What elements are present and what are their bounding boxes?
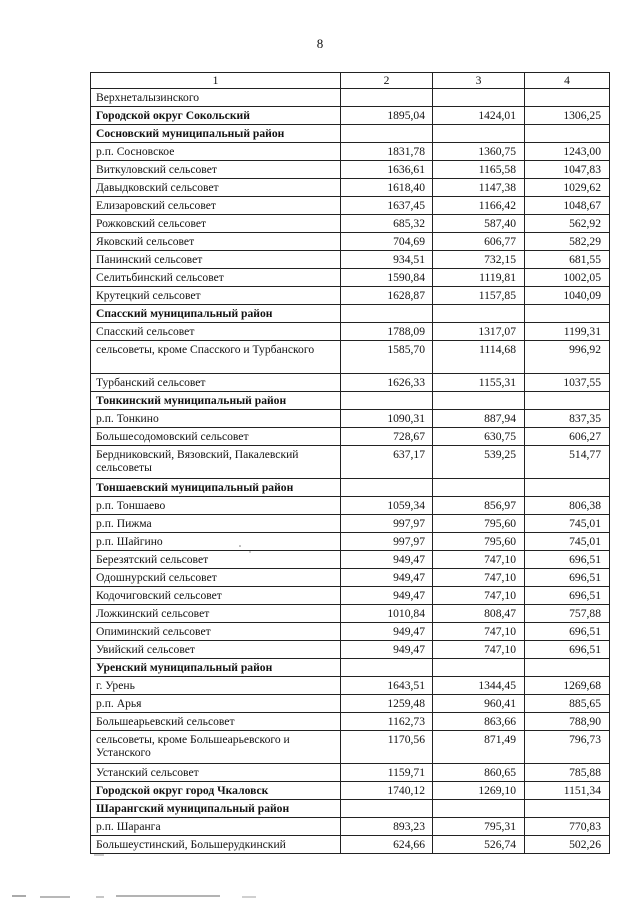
value-col3-cell: 1166,42 [433,197,525,215]
name-cell: Городской округ город Чкаловск [91,782,341,800]
table-section-row [91,107,610,125]
value-col2-cell: 949,47 [341,569,433,587]
value-col2-cell [341,89,433,107]
value-col3-cell: 795,60 [433,515,525,533]
table-row [91,161,610,179]
page-number: 8 [316,36,324,51]
table-row [91,551,610,569]
value-col4-cell: 745,01 [525,533,610,551]
value-col3-cell: 747,10 [433,569,525,587]
table-row [91,197,610,215]
value-col3-cell: 860,65 [433,764,525,782]
table-section-row [91,305,610,323]
table-row [91,818,610,836]
value-col4-cell: 1037,55 [525,374,610,392]
table-row [91,515,610,533]
value-col4-cell: 696,51 [525,587,610,605]
table-row [91,677,610,695]
value-col2-cell: 997,97 [341,515,433,533]
value-col3-cell [433,305,525,323]
value-col2-cell [341,659,433,677]
value-col4-cell [525,800,610,818]
value-col3-cell: 630,75 [433,428,525,446]
value-col2-cell [341,305,433,323]
name-cell: Березятский сельсовет [91,551,341,569]
table-row [91,251,610,269]
value-col3-cell: 1424,01 [433,107,525,125]
value-col2-cell: 1259,48 [341,695,433,713]
value-col4-cell: 582,29 [525,233,610,251]
name-cell: Спасский сельсовет [91,323,341,341]
value-col4-cell [525,305,610,323]
value-col3-cell: 887,94 [433,410,525,428]
value-col4-cell: 696,51 [525,569,610,587]
table-row [91,605,610,623]
value-col4-cell: 1306,25 [525,107,610,125]
value-col2-cell: 1643,51 [341,677,433,695]
value-col4-cell: 788,90 [525,713,610,731]
name-cell: Турбанский сельсовет [91,374,341,392]
value-col4-cell: 681,55 [525,251,610,269]
column-header-3: 3 [433,73,525,89]
name-cell: Тонкинский муниципальный район [91,392,341,410]
value-col3-cell: 539,25 [433,446,525,479]
value-col4-cell: 1002,05 [525,269,610,287]
table-row [91,143,610,161]
value-col3-cell: 747,10 [433,641,525,659]
table-row [91,569,610,587]
name-cell: Одошнурский сельсовет [91,569,341,587]
value-col2-cell: 1059,34 [341,497,433,515]
value-col4-cell: 1243,00 [525,143,610,161]
value-col3-cell: 795,60 [433,533,525,551]
value-col2-cell: 934,51 [341,251,433,269]
table-row [91,695,610,713]
value-col2-cell: 1010,84 [341,605,433,623]
value-col2-cell: 1159,71 [341,764,433,782]
value-col4-cell [525,479,610,497]
value-col2-cell: 1637,45 [341,197,433,215]
name-cell: Уренский муниципальный район [91,659,341,677]
value-col4-cell: 745,01 [525,515,610,533]
name-cell: Сосновский муниципальный район [91,125,341,143]
table-row [91,623,610,641]
table-row [91,410,610,428]
table-row [91,89,610,107]
name-cell: р.п. Шаранга [91,818,341,836]
name-cell: р.п. Сосновское [91,143,341,161]
value-col2-cell: 1590,84 [341,269,433,287]
table-row [91,428,610,446]
value-col4-cell: 757,88 [525,605,610,623]
name-cell: Селитьбинский сельсовет [91,269,341,287]
table-row [91,341,610,374]
value-col2-cell: 1628,87 [341,287,433,305]
value-col2-cell: 728,67 [341,428,433,446]
name-cell: Спасский муниципальный район [91,305,341,323]
value-col2-cell: 997,97 [341,533,433,551]
name-cell: Городской округ Сокольский [91,107,341,125]
name-cell: Яковский сельсовет [91,233,341,251]
value-col2-cell [341,125,433,143]
value-col2-cell: 1170,56 [341,731,433,764]
value-col2-cell: 685,32 [341,215,433,233]
tariff-table [90,72,610,854]
value-col3-cell: 526,74 [433,836,525,854]
table-row [91,215,610,233]
value-col4-cell [525,392,610,410]
name-cell: Большесодомовский сельсовет [91,428,341,446]
value-col3-cell: 1317,07 [433,323,525,341]
value-col4-cell: 837,35 [525,410,610,428]
value-col3-cell [433,392,525,410]
name-cell: сельсоветы, кроме Большеарьевского и Устанского [91,731,341,764]
value-col4-cell: 562,92 [525,215,610,233]
value-col4-cell: 796,73 [525,731,610,764]
value-col4-cell: 1048,67 [525,197,610,215]
value-col4-cell: 514,77 [525,446,610,479]
value-col4-cell: 1029,62 [525,179,610,197]
value-col2-cell: 1090,31 [341,410,433,428]
value-col4-cell: 806,38 [525,497,610,515]
value-col4-cell: 696,51 [525,551,610,569]
column-header-2: 2 [341,73,433,89]
value-col2-cell: 1618,40 [341,179,433,197]
table-row [91,641,610,659]
column-header-4: 4 [525,73,610,89]
table-row [91,836,610,854]
table-section-row [91,125,610,143]
table-row [91,497,610,515]
name-cell: Устанский сельсовет [91,764,341,782]
table-section-row [91,659,610,677]
table-row [91,269,610,287]
table-section-row [91,782,610,800]
value-col3-cell: 1147,38 [433,179,525,197]
name-cell: сельсоветы, кроме Спасского и Турбанского [91,341,341,374]
value-col2-cell [341,479,433,497]
name-cell: Елизаровский сельсовет [91,197,341,215]
name-cell: Шарангский муниципальный район [91,800,341,818]
table-row [91,287,610,305]
value-col2-cell: 949,47 [341,641,433,659]
name-cell: р.п. Шайгино [91,533,341,551]
name-cell: р.п. Тонкино [91,410,341,428]
value-col3-cell: 1155,31 [433,374,525,392]
value-col3-cell: 747,10 [433,587,525,605]
value-col4-cell: 785,88 [525,764,610,782]
value-col2-cell: 949,47 [341,587,433,605]
value-col4-cell [525,89,610,107]
value-col4-cell: 1151,34 [525,782,610,800]
value-col3-cell: 960,41 [433,695,525,713]
name-cell: Верхнеталызинского [91,89,341,107]
table-section-row [91,479,610,497]
name-cell: Большеустинский, Большерудкинский [91,836,341,854]
value-col3-cell [433,125,525,143]
value-col3-cell [433,659,525,677]
value-col3-cell: 732,15 [433,251,525,269]
value-col4-cell [525,125,610,143]
name-cell: Тоншаевский муниципальный район [91,479,341,497]
table-row [91,713,610,731]
name-cell: Увийский сельсовет [91,641,341,659]
value-col4-cell: 1040,09 [525,287,610,305]
table-section-row [91,392,610,410]
table-row [91,731,610,764]
column-header-1: 1 [91,73,341,89]
value-col3-cell: 587,40 [433,215,525,233]
value-col4-cell: 770,83 [525,818,610,836]
value-col3-cell: 606,77 [433,233,525,251]
table-row [91,587,610,605]
value-col2-cell: 637,17 [341,446,433,479]
value-col4-cell: 1269,68 [525,677,610,695]
value-col3-cell: 1119,81 [433,269,525,287]
value-col4-cell: 606,27 [525,428,610,446]
value-col2-cell: 1162,73 [341,713,433,731]
name-cell: Опиминский сельсовет [91,623,341,641]
name-cell: Кодочиговский сельсовет [91,587,341,605]
value-col3-cell: 747,10 [433,623,525,641]
value-col4-cell [525,659,610,677]
table-row [91,323,610,341]
value-col3-cell: 1344,45 [433,677,525,695]
name-cell: Ложкинский сельсовет [91,605,341,623]
value-col4-cell: 696,51 [525,623,610,641]
table-row [91,446,610,479]
value-col4-cell: 996,92 [525,341,610,374]
value-col2-cell: 949,47 [341,551,433,569]
table-row [91,179,610,197]
value-col3-cell: 871,49 [433,731,525,764]
name-cell: Крутецкий сельсовет [91,287,341,305]
table-header-row [91,73,610,89]
value-col3-cell: 1165,58 [433,161,525,179]
value-col2-cell: 1626,33 [341,374,433,392]
value-col3-cell [433,800,525,818]
value-col3-cell: 856,97 [433,497,525,515]
name-cell: г. Урень [91,677,341,695]
value-col4-cell: 696,51 [525,641,610,659]
value-col2-cell [341,800,433,818]
value-col3-cell: 1157,85 [433,287,525,305]
table-section-row [91,800,610,818]
value-col2-cell: 1831,78 [341,143,433,161]
value-col2-cell: 1585,70 [341,341,433,374]
value-col2-cell: 1895,04 [341,107,433,125]
value-col3-cell: 863,66 [433,713,525,731]
value-col2-cell: 949,47 [341,623,433,641]
value-col2-cell: 704,69 [341,233,433,251]
value-col3-cell: 1269,10 [433,782,525,800]
name-cell: Виткуловский сельсовет [91,161,341,179]
name-cell: р.п. Пижма [91,515,341,533]
name-cell: р.п. Тоншаево [91,497,341,515]
value-col4-cell: 885,65 [525,695,610,713]
table-row [91,374,610,392]
name-cell: р.п. Арья [91,695,341,713]
name-cell: Бердниковский, Вязовский, Пакалевский сельсоветы [91,446,341,479]
value-col3-cell: 795,31 [433,818,525,836]
value-col3-cell [433,479,525,497]
table-row [91,533,610,551]
value-col2-cell [341,392,433,410]
name-cell: Давыдковский сельсовет [91,179,341,197]
value-col4-cell: 502,26 [525,836,610,854]
value-col2-cell: 624,66 [341,836,433,854]
name-cell: Панинский сельсовет [91,251,341,269]
value-col4-cell: 1199,31 [525,323,610,341]
name-cell: Большеарьевский сельсовет [91,713,341,731]
table-row [91,233,610,251]
table-body [91,73,610,854]
value-col3-cell: 1114,68 [433,341,525,374]
name-cell: Рожковский сельсовет [91,215,341,233]
value-col2-cell: 1636,61 [341,161,433,179]
value-col3-cell: 1360,75 [433,143,525,161]
value-col3-cell: 808,47 [433,605,525,623]
value-col4-cell: 1047,83 [525,161,610,179]
value-col2-cell: 1740,12 [341,782,433,800]
value-col3-cell [433,89,525,107]
value-col2-cell: 893,23 [341,818,433,836]
value-col2-cell: 1788,09 [341,323,433,341]
value-col3-cell: 747,10 [433,551,525,569]
table-row [91,764,610,782]
